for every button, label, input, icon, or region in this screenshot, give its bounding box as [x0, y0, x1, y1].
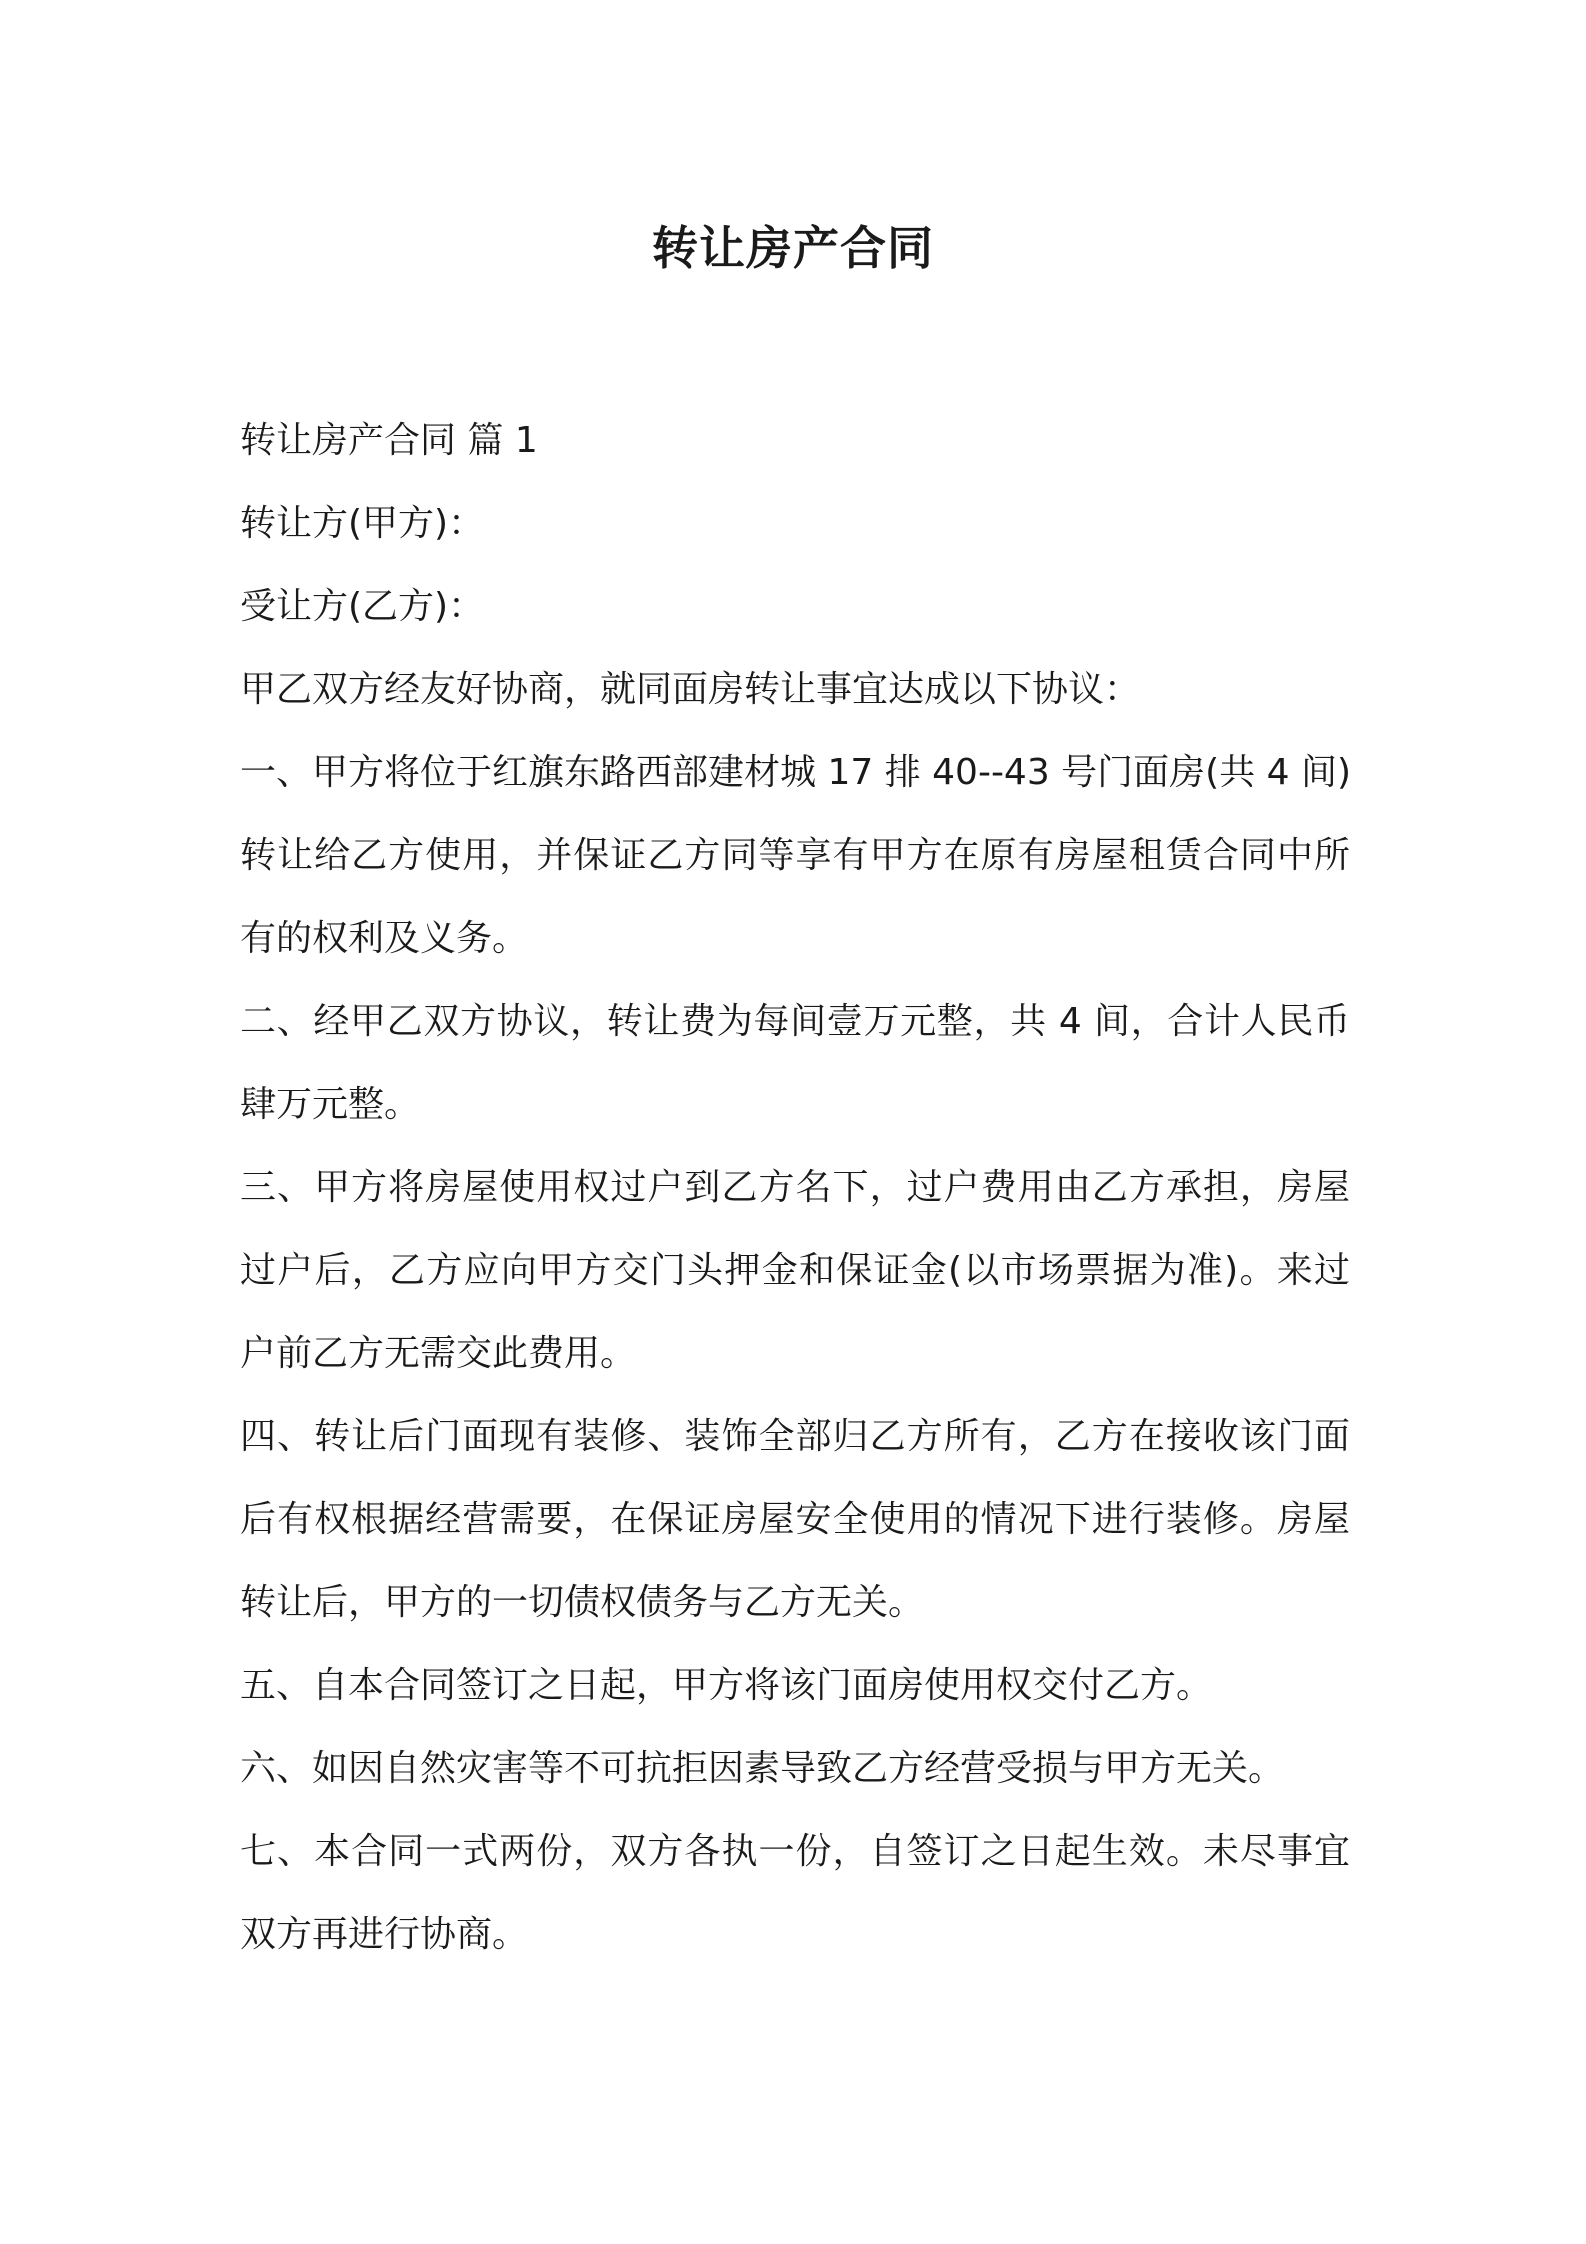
line-2: 受让方(乙方)：	[240, 586, 485, 627]
line-1: 转让方(甲方)：	[240, 503, 485, 544]
line-7: 二、经甲乙双方协议，转让费为每间壹万元整，共 4 间，合计人民币	[240, 1001, 1350, 1042]
line-13: 后有权根据经营需要，在保证房屋安全使用的情况下进行装修。房屋	[240, 1499, 1350, 1540]
line-4: 一、甲方将位于红旗东路西部建材城 17 排 40--43 号门面房(共 4 间)	[240, 752, 1352, 793]
line-10: 过户后，乙方应向甲方交门头押金和保证金(以市场票据为准)。来过	[240, 1250, 1350, 1291]
document-body	[240, 399, 1350, 1976]
line-6: 有的权利及义务。	[240, 918, 529, 959]
line-12: 四、转让后门面现有装修、装饰全部归乙方所有，乙方在接收该门面	[240, 1416, 1350, 1457]
line-16: 六、如因自然灾害等不可抗拒因素导致乙方经营受损与甲方无关。	[240, 1748, 1285, 1789]
line-3: 甲乙双方经友好协商，就同面房转让事宜达成以下协议：	[240, 669, 1141, 710]
line-0: 转让房产合同 篇 1	[240, 420, 538, 461]
line-5: 转让给乙方使用，并保证乙方同等享有甲方在原有房屋租赁合同中所	[240, 835, 1350, 876]
line-14: 转让后，甲方的一切债权债务与乙方无关。	[240, 1582, 925, 1623]
line-15: 五、自本合同签订之日起，甲方将该门面房使用权交付乙方。	[240, 1665, 1213, 1706]
line-8: 肆万元整。	[240, 1084, 421, 1125]
line-17: 七、本合同一式两份，双方各执一份，自签订之日起生效。未尽事宜	[240, 1831, 1350, 1872]
line-9: 三、甲方将房屋使用权过户到乙方名下，过户费用由乙方承担，房屋	[240, 1167, 1350, 1208]
line-11: 户前乙方无需交此费用。	[240, 1333, 637, 1374]
document-title: 转让房产合同	[652, 221, 934, 275]
line-18: 双方再进行协商。	[240, 1914, 529, 1955]
